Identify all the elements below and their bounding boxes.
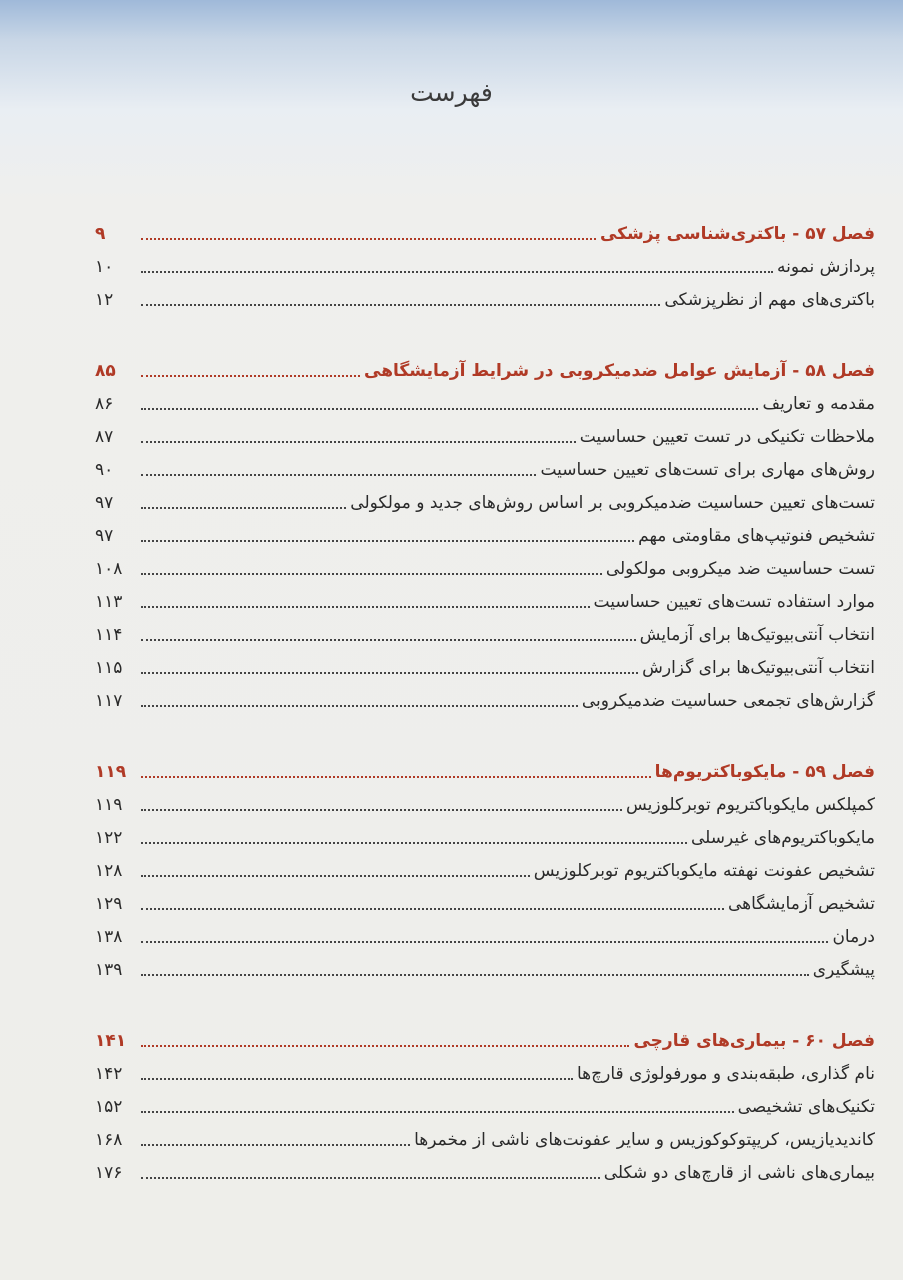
entry-title: تکنیک‌های تشخیصی (737, 1097, 875, 1117)
toc-entry[interactable] (95, 613, 875, 646)
page-number: ۱۴۱ (95, 1031, 127, 1051)
dot-leader (141, 237, 596, 240)
entry-title: انتخاب آنتی‌بیوتیک‌ها برای گزارش (642, 658, 875, 678)
dot-leader (141, 775, 651, 778)
entry-title: پردازش نمونه (777, 257, 875, 277)
entry-title: تشخیص فنوتیپ‌های مقاومتی مهم (638, 526, 875, 546)
entry-title: تست حساسیت ضد میکروبی مولکولی (605, 559, 875, 579)
chapter-title: فصل ۶۰ - بیماری‌های قارچی (633, 1031, 875, 1051)
entry-title: تست‌های تعیین حساسیت ضدمیکروبی بر اساس روش‌های جدید و مولکولی (350, 493, 875, 513)
toc-entry[interactable] (95, 1151, 875, 1184)
toc-entry[interactable] (95, 1118, 875, 1151)
page-number: ۱۲۲ (95, 828, 123, 848)
toc-entry[interactable] (95, 382, 875, 415)
dot-leader (141, 605, 590, 608)
entry-title: پیشگیری (812, 960, 875, 980)
page-number: ۱۱۵ (95, 658, 123, 678)
table-of-contents (95, 212, 875, 1222)
dot-leader (141, 1176, 600, 1179)
page-number: ۱۶۸ (95, 1130, 123, 1150)
page-number: ۹۷ (95, 526, 114, 546)
chapter-59 (95, 750, 875, 981)
page-number: ۱۳۹ (95, 960, 123, 980)
page-number: ۸۵ (95, 361, 116, 381)
entry-title: روش‌های مهاری برای تست‌های تعیین حساسیت (540, 460, 875, 480)
toc-entry[interactable] (95, 948, 875, 981)
dot-leader (141, 270, 773, 273)
toc-entry[interactable] (95, 278, 875, 311)
toc-entry[interactable] (95, 1052, 875, 1085)
dot-leader (141, 506, 346, 509)
entry-title: نام گذاری، طبقه‌بندی و مورفولوژی قارچ‌ها (577, 1064, 875, 1084)
toc-entry[interactable] (95, 849, 875, 882)
entry-title: مقدمه و تعاریف (762, 394, 875, 414)
page-number: ۱۲ (95, 290, 114, 310)
page-number: ۱۵۲ (95, 1097, 123, 1117)
entry-title: ملاحظات تکنیکی در تست تعیین حساسیت (579, 427, 875, 447)
entry-title: درمان (832, 927, 875, 947)
page-number: ۱۱۹ (95, 795, 123, 815)
chapter-57 (95, 212, 875, 311)
dot-leader (141, 1110, 734, 1113)
toc-entry[interactable] (95, 547, 875, 580)
page-number: ۹۷ (95, 493, 114, 513)
chapter-title: فصل ۵۹ - مایکوباکتریوم‌ها (654, 762, 875, 782)
toc-entry[interactable] (95, 646, 875, 679)
dot-leader (141, 973, 809, 976)
dot-leader (141, 940, 828, 943)
toc-entry[interactable] (95, 448, 875, 481)
dot-leader (141, 671, 638, 674)
entry-title: گزارش‌های تجمعی حساسیت ضدمیکروبی (581, 691, 875, 711)
dot-leader (141, 808, 622, 811)
toc-entry[interactable] (95, 415, 875, 448)
entry-title: مایکوباکتریوم‌های غیرسلی (690, 828, 875, 848)
chapter-60 (95, 1019, 875, 1184)
toc-entry[interactable] (95, 882, 875, 915)
toc-entry[interactable] (95, 245, 875, 278)
dot-leader (141, 374, 360, 377)
entry-title: کاندیدیازیس، کریپتوکوکوزیس و سایر عفونت‌های ناشی از مخمرها (414, 1130, 875, 1150)
entry-title: انتخاب آنتی‌بیوتیک‌ها برای آزمایش (639, 625, 875, 645)
page-number: ۱۰ (95, 257, 114, 277)
dot-leader (141, 1044, 629, 1047)
page-number: ۹ (95, 224, 106, 244)
page-number: ۱۱۳ (95, 592, 123, 612)
page-number: ۸۷ (95, 427, 114, 447)
page-number: ۱۳۸ (95, 927, 123, 947)
entry-title: بیماری‌های ناشی از قارچ‌های دو شکلی (603, 1163, 875, 1183)
dot-leader (141, 303, 660, 306)
chapter-heading[interactable] (95, 750, 875, 783)
chapter-heading[interactable] (95, 1019, 875, 1052)
chapter-heading[interactable] (95, 349, 875, 382)
page-number: ۱۱۷ (95, 691, 123, 711)
toc-entry[interactable] (95, 514, 875, 547)
page-number: ۱۴۲ (95, 1064, 123, 1084)
chapter-title: فصل ۵۷ - باکتری‌شناسی پزشکی (599, 224, 875, 244)
dot-leader (141, 907, 724, 910)
page-number: ۱۷۶ (95, 1163, 123, 1183)
dot-leader (141, 1143, 410, 1146)
page-number: ۹۰ (95, 460, 114, 480)
toc-entry[interactable] (95, 783, 875, 816)
dot-leader (141, 874, 530, 877)
dot-leader (141, 841, 687, 844)
toc-entry[interactable] (95, 481, 875, 514)
toc-entry[interactable] (95, 915, 875, 948)
entry-title: موارد استفاده تست‌های تعیین حساسیت (593, 592, 875, 612)
page-number: ۱۲۸ (95, 861, 123, 881)
page-number: ۱۰۸ (95, 559, 123, 579)
chapter-heading[interactable] (95, 212, 875, 245)
entry-title: باکتری‌های مهم از نظرپزشکی (664, 290, 875, 310)
dot-leader (141, 539, 634, 542)
dot-leader (141, 1077, 573, 1080)
toc-entry[interactable] (95, 580, 875, 613)
dot-leader (141, 440, 576, 443)
page-number: ۱۱۹ (95, 762, 127, 782)
dot-leader (141, 638, 636, 641)
dot-leader (141, 407, 758, 410)
entry-title: تشخیص عفونت نهفته مایکوباکتریوم توبرکلوزیس (533, 861, 875, 881)
page-number: ۱۱۴ (95, 625, 123, 645)
dot-leader (141, 473, 536, 476)
chapter-title: فصل ۵۸ - آزمایش عوامل ضدمیکروبی در شرایط آزمایشگاهی (364, 361, 875, 381)
toc-entry[interactable] (95, 679, 875, 712)
page-number: ۸۶ (95, 394, 114, 414)
toc-entry[interactable] (95, 1085, 875, 1118)
dot-leader (141, 704, 578, 707)
entry-title: کمپلکس مایکوباکتریوم توبرکلوزیس (625, 795, 875, 815)
page-number: ۱۲۹ (95, 894, 123, 914)
toc-entry[interactable] (95, 816, 875, 849)
dot-leader (141, 572, 602, 575)
entry-title: تشخیص آزمایشگاهی (727, 894, 875, 914)
page-title: فهرست (410, 78, 493, 107)
chapter-58 (95, 349, 875, 712)
